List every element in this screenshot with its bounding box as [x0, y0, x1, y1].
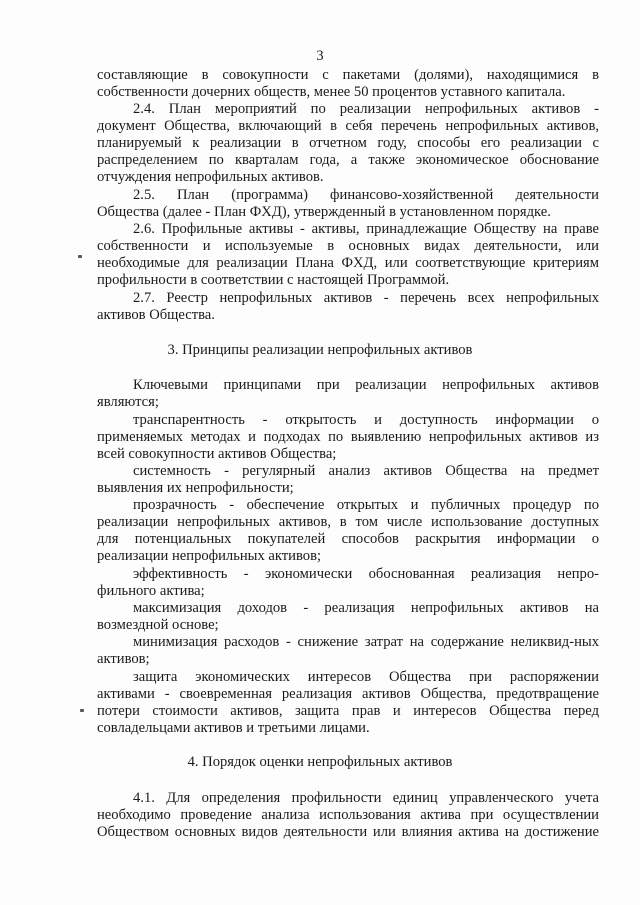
text-line: собственности и используемые в основных видах деятельности, или — [97, 238, 599, 254]
text-line: для потенциальных покупателей способов раскрытия информации о — [97, 531, 599, 547]
text-line: эффективность - экономически обоснованная реализация непро- — [133, 566, 599, 582]
text-line: совладельцами активов и третьими лицами. — [97, 720, 370, 736]
section-heading: 4. Порядок оценки непрофильных активов — [187, 754, 453, 770]
text-line: прозрачность - обеспечение открытых и публичных процедур по — [133, 497, 599, 513]
text-line: активов; — [97, 651, 150, 667]
text-line: максимизация доходов - реализация непрофильных активов на — [133, 600, 599, 616]
text-line: активов Общества. — [97, 307, 215, 323]
text-line: выявления их непрофильности; — [97, 480, 294, 496]
text-line: реализации непрофильных активов; — [97, 548, 322, 564]
text-line: возмездной основе; — [97, 617, 219, 633]
text-line: являются; — [97, 394, 159, 410]
text-line: Ключевыми принципами при реализации непрофильных активов — [133, 377, 599, 393]
text-line: применяемых методах и подходах по выявлению непрофильных активов из — [97, 429, 599, 445]
text-line: собственности дочерних обществ, менее 50 процентов уставного капитала. — [97, 84, 566, 100]
scan-mark — [80, 709, 84, 712]
text-line: документ Общества, включающий в себя перечень непрофильных активов, — [97, 118, 599, 134]
text-line: активами - своевременная реализация активов Общества, предотвращение — [97, 686, 599, 702]
text-line: Общества (далее - План ФХД), утвержденный в установленном порядке. — [97, 204, 551, 220]
text-line: реализации непрофильных активов, в том числе использование доступных — [97, 514, 599, 530]
text-line: минимизация расходов - снижение затрат на содержание неликвид-ных — [133, 634, 599, 650]
text-line: 4.1. Для определения профильности единиц управленческого учета — [133, 790, 599, 806]
text-line: составляющие в совокупности с пакетами (долями), находящимися в — [97, 67, 599, 83]
scan-mark — [78, 255, 82, 258]
text-line: защита экономических интересов Общества при распоряжении — [133, 669, 599, 685]
text-line: необходимо проведение анализа использования актива при осуществлении — [97, 807, 599, 823]
text-line: 2.4. План мероприятий по реализации непрофильных активов - — [133, 101, 599, 117]
text-line: транспарентность - открытость и доступность информации о — [133, 412, 599, 428]
text-line: отчуждения непрофильных активов. — [97, 169, 324, 185]
text-line: 2.5. План (программа) финансово-хозяйственной деятельности — [133, 187, 599, 203]
text-line: 2.6. Профильные активы - активы, принадлежащие Обществу на праве — [133, 221, 599, 237]
text-line: профильности в соответствии с настоящей Программой. — [97, 272, 450, 288]
text-line: всей совокупности активов Общества; — [97, 446, 337, 462]
text-line: Обществом основных видов деятельности или влияния актива на достижение — [97, 824, 599, 840]
text-line: необходимые для реализации Плана ФХД, или соответствующие критериям — [97, 255, 599, 271]
text-line: потери стоимости активов, защита прав и интересов Общества перед — [97, 703, 599, 719]
page-number: 3 — [316, 48, 324, 64]
text-line: распределением по кварталам года, а также экономическое обоснование — [97, 152, 599, 168]
text-line: 2.7. Реестр непрофильных активов - перечень всех непрофильных — [133, 290, 599, 306]
text-line: планируемый к реализации в отчетном году, способы его реализации с — [97, 135, 599, 151]
text-line: системность - регулярный анализ активов Общества на предмет — [133, 463, 599, 479]
section-heading: 3. Принципы реализации непрофильных активов — [167, 342, 473, 358]
text-line: фильного актива; — [97, 583, 205, 599]
